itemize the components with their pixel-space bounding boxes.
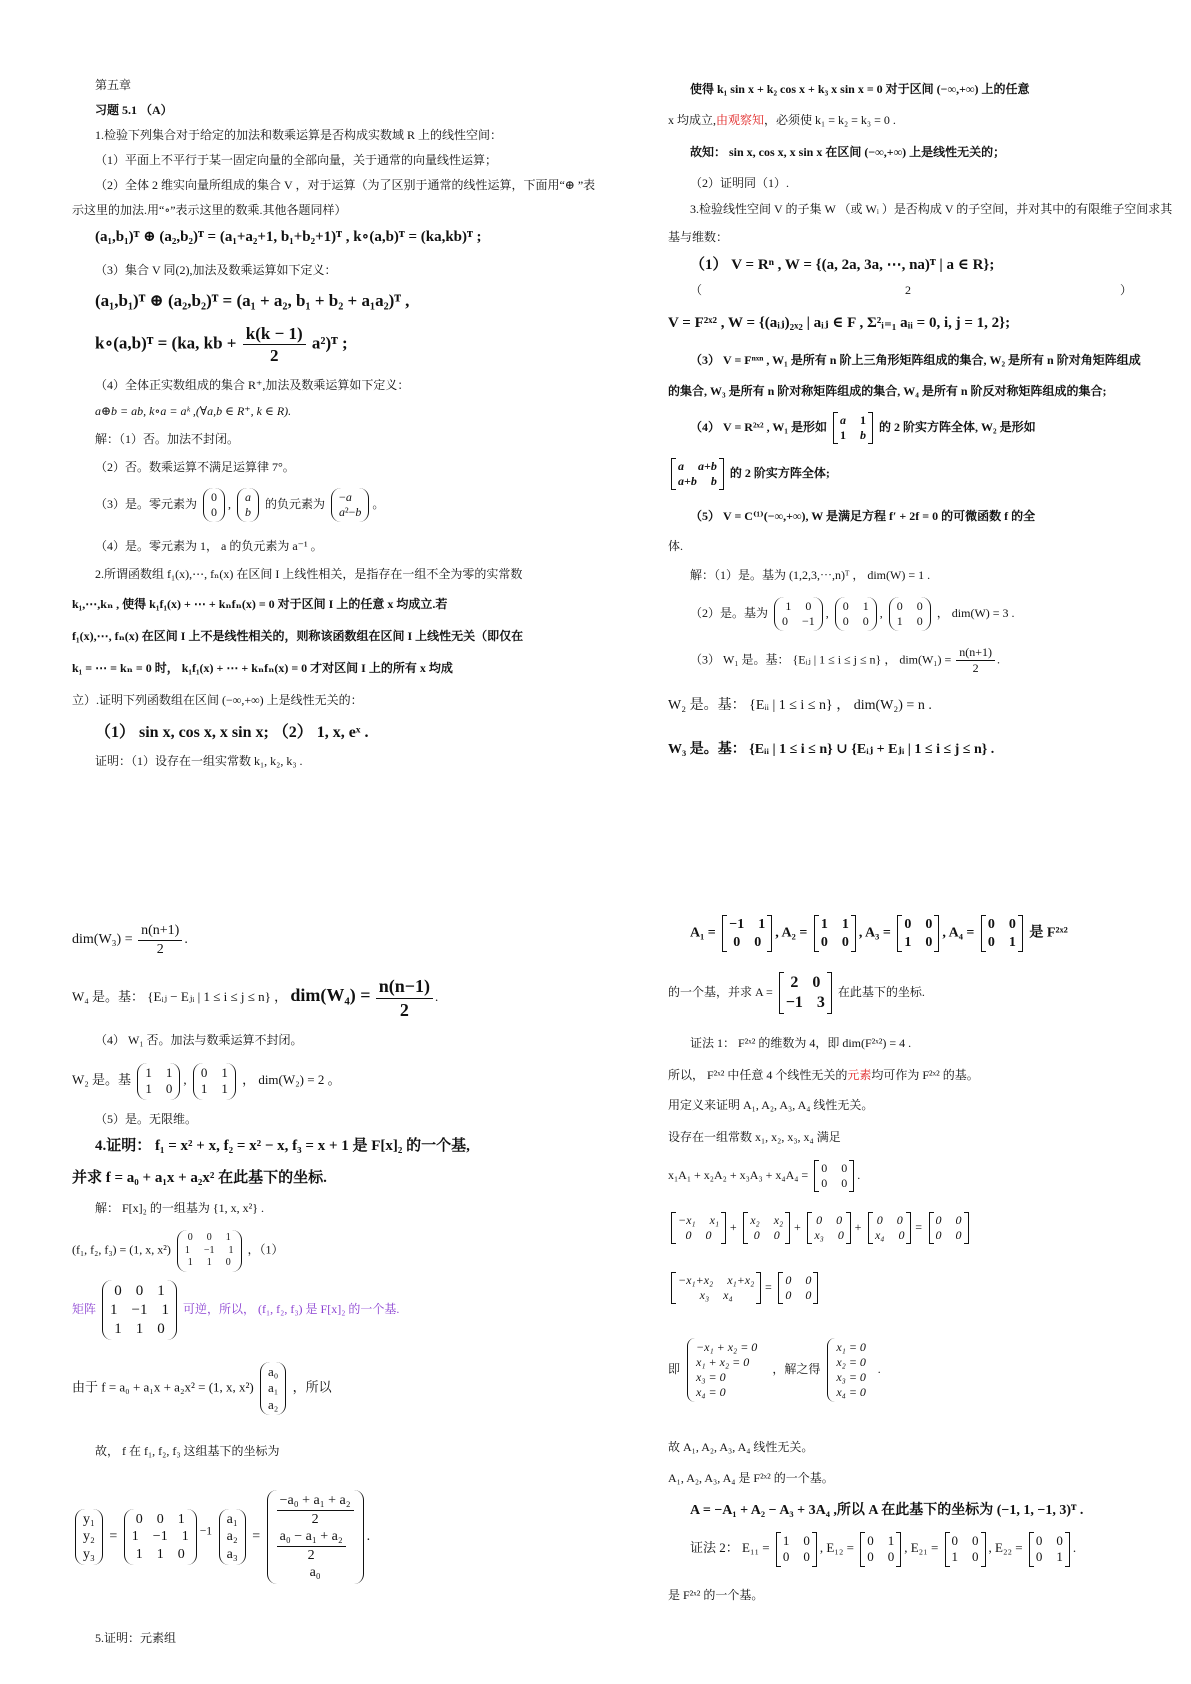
matrix-e22: 0 0 0 1 <box>1029 1532 1070 1567</box>
cell: −1 <box>152 1529 168 1544</box>
br-line11: 故 A₁, A₂, A₃, A₄ 线性无关。 <box>668 1440 814 1454</box>
denominator: 2 <box>269 346 279 366</box>
text: （2）是。基为 <box>690 605 769 620</box>
cell: 0 <box>225 1257 231 1268</box>
cell: y₁ <box>83 1511 95 1527</box>
basis-matrix-1: 1 0 0 −1 <box>774 597 823 631</box>
solution-system <box>827 1338 874 1402</box>
text: W₂ 是。基 <box>72 1072 132 1088</box>
r1-line4: （2）证明同（1）. <box>690 176 790 190</box>
text-purple: (f₁, f₂, f₃) 是 F[x]₂ 的一个基. <box>258 1301 400 1316</box>
r1-line3: 故知： sin x, cos x, x sin x 在区间 (−∞,+∞) 上是线性无关的； <box>690 145 1006 159</box>
text: 由于 f = a₀ + a₁x + a₂x² = (1, x, x²) <box>72 1379 254 1395</box>
cell: 1 <box>156 1546 164 1562</box>
a-vector <box>219 1509 246 1566</box>
bl-line13: 5.证明：元素组 <box>95 1631 177 1645</box>
matrix-a: 2 0 −1 3 <box>779 972 832 1014</box>
cell: 1 <box>181 1529 189 1544</box>
numerator: a₀ − a₁ + a₂ <box>277 1528 346 1547</box>
y-vector <box>75 1509 103 1566</box>
r1-line2 <box>668 113 896 128</box>
text: 的 2 阶实方阵全体; <box>729 465 830 480</box>
exercise-heading: 习题 5.1 （A） <box>95 103 173 117</box>
q2-line4: k₁ = ⋯ = kₙ = 0 时， k₁f₁(x) + ⋯ + kₙfₙ(x) = 0 才对区间 I 上的所有 x 均成 <box>72 661 453 675</box>
cell: 1 <box>114 1320 122 1337</box>
bl-line3: （4） W₁ 否。加法与数乘运算不封闭。 <box>95 1033 303 1047</box>
basis-matrix-2: 0 1 1 1 <box>193 1063 236 1100</box>
matrix-a3: 0 0 1 0 <box>897 915 939 952</box>
cell: 1 <box>225 1232 231 1243</box>
vector-ab: a b <box>237 488 259 522</box>
matrix-a4: 0 0 0 1 <box>981 915 1023 952</box>
zero-matrix: 0 0 0 0 <box>814 1160 854 1192</box>
zero-matrix: 0 0 0 0 <box>929 1212 969 1244</box>
text: (f₁, f₂, f₃) = (1, x, x²) <box>72 1242 171 1257</box>
bl-line12: 故， f 在 f₁, f₂, f₃ 这组基下的坐标为 <box>95 1444 280 1458</box>
q1-item4: （4）全体正实数组成的集合 R⁺,加法及数乘运算如下定义： <box>95 378 410 392</box>
text: ，（1） <box>247 1242 284 1257</box>
highlight-red: 由观察知 <box>716 113 765 127</box>
text: ， dim(W₂) = 2 。 <box>242 1072 341 1088</box>
text: （4） V = R²ˣ² , W₁ 是形如 <box>690 419 827 434</box>
coordinate-result: y₁ y₂ y₃ = 0 0 1 1 −1 1 1 1 0 $^{-1}$ a₁ a₂ a₃ = $\frac{\text{−a₀ + a₁ + a₂}}{2}$ $\frac{\text{a₀ − a₁ + a₂}}{2}$ a₀ . <box>72 1490 370 1584</box>
matrix: 0 0 x₄ 0 <box>868 1212 912 1244</box>
text: 的 2 阶实方阵全体, W₂ 是形如 <box>878 419 1036 434</box>
fraction <box>277 1528 346 1564</box>
cell: 1 <box>157 1283 165 1299</box>
bl-line7: 并求 f = a₀ + a₁x + a₂x² 在此基下的坐标. <box>72 1170 327 1186</box>
text: ，解之得 <box>772 1361 821 1376</box>
r1-line14: （5） V = C⁽¹⁾(−∞,+∞), W 是满足方程 f′ + 2f = 0 的可微函数 f 的全 <box>690 509 1036 523</box>
q2-line2: k₁,⋯,kₙ , 使得 k₁f₁(x) + ⋯ + kₙfₙ(x) = 0 对于区间 I 上的任意 x 均成立.若 <box>72 597 448 611</box>
q2-line1: 2.所谓函数组 f₁(x),⋯, fₙ(x) 在区间 I 上线性相关，是指存在一组不全为零的实常数 <box>95 567 523 581</box>
dim-w4: dim(W₄) = <box>290 984 371 1005</box>
r1-line15: 体. <box>668 539 684 553</box>
equation: x₃ = 0 <box>696 1370 726 1384</box>
label: E₁₁ = <box>742 1540 770 1556</box>
negative-vector: −a a²−b <box>331 488 369 522</box>
q1-sol1: 解：（1）否。加法不封闭。 <box>95 432 240 446</box>
cell: a₁ <box>268 1380 279 1396</box>
cell: 1 <box>161 1301 169 1318</box>
cell: a₀ <box>268 1364 279 1379</box>
equation: x₃ = 0 <box>836 1370 866 1384</box>
q2-line3: f₁(x),⋯, fₙ(x) 在区间 I 上不是线性相关的，则称该函数组在区间 I 上线性无关（即仅在 <box>72 629 524 643</box>
equation-system <box>687 1338 765 1402</box>
text: 均可作为 F²ˣ² 的基。 <box>871 1068 979 1082</box>
cell: −1 <box>131 1301 148 1318</box>
fraction <box>376 975 433 1021</box>
br-line14: 证法 2： E₁₁ = 1 0 0 0 , E₁₂ = 0 1 0 0 , E₂₁ = 0 0 1 0 , E₂₂ = 0 0 0 1 . <box>690 1532 1076 1567</box>
text: （3）是。零元素为 <box>95 496 198 511</box>
fraction <box>138 922 182 958</box>
cell: 0 <box>206 1232 212 1243</box>
zero-vector: 0 0 <box>203 488 225 522</box>
matrix-a2: 1 1 0 0 <box>814 915 856 952</box>
equation: x₂ = 0 <box>836 1355 866 1369</box>
basis-matrix-3: 0 0 1 0 <box>889 597 931 631</box>
br-line3: 证法 1： F²ˣ² 的维数为 4，即 dim(F²ˣ²) = 4 . <box>690 1036 912 1050</box>
br-line15: 是 F²ˣ² 的一个基。 <box>668 1588 764 1602</box>
cell: 1 <box>184 1244 190 1256</box>
br-line10: 即 −x₁ + x₂ = 0 x₁ + x₂ = 0 x₃ = 0 x₄ = 0 ，解之得 x₁ = 0 x₂ = 0 x₃ = 0 x₄ = 0 . <box>668 1338 881 1402</box>
r1-line5: 3.检验线性空间 V 的子集 W （或 Wᵢ ）是否构成 V 的子空间，并对其中的有限维子空间求其 <box>690 202 1173 216</box>
br-line7: x₁A₁ + x₂A₂ + x₃A₃ + x₄A₄ = 0 0 0 0 . <box>668 1161 861 1190</box>
cell: 1 <box>135 1546 143 1562</box>
cell: y₃ <box>83 1546 95 1562</box>
fraction <box>243 323 306 367</box>
bl-line4: W₂ 是。基 1 1 1 0 , 0 1 1 1 ， dim(W₂) = 2 。 <box>72 1063 341 1100</box>
cell: 1 <box>177 1511 185 1527</box>
text: 是 F²ˣ² <box>1029 925 1068 941</box>
numerator: −a₀ + a₁ + a₂ <box>277 1492 354 1511</box>
cell: 0 <box>114 1283 122 1299</box>
bl-line1: dim(W₃) = $\frac{n(n+1)}{2}$ . <box>72 923 188 957</box>
br-line12: A₁, A₂, A₃, A₄ 是 F²ˣ² 的一个基。 <box>668 1471 834 1485</box>
page-title: 第五章 <box>95 78 132 92</box>
label: A₂ = <box>781 925 808 941</box>
matrix-w1: a 1 1 b <box>833 412 873 444</box>
q1-sol3: （3）是。零元素为 0 0 , a b 的负元素为 −a a²−b 。 <box>95 488 384 522</box>
r1-line1: 使得 k₁ sin x + k₂ cos x + k₃ x sin x = 0 对于区间 (−∞,+∞) 上的任意 <box>690 82 1030 96</box>
text: 的一个基，并求 A = <box>668 984 773 999</box>
text: x 均成立, <box>668 113 717 127</box>
denominator: 2 <box>311 1511 319 1527</box>
bl-line2: W₄ 是。基： {Eᵢⱼ − Eⱼᵢ | 1 ≤ i ≤ j ≤ n} ， dim(W₄) = $\frac{n(n-1)}{2}$ . <box>72 976 439 1020</box>
cell: 0 <box>135 1511 143 1527</box>
numerator: n(n−1) <box>376 975 433 999</box>
label: E₂₁ = <box>910 1540 939 1556</box>
matrix-e21: 0 0 1 0 <box>945 1532 986 1567</box>
text: 的负元素为 <box>265 496 326 511</box>
br-line5: 用定义来证明 A₁, A₂, A₃, A₄ 线性无关。 <box>668 1098 874 1112</box>
label: A₁ = <box>690 925 716 941</box>
bl-line8: 解： F[x]₂ 的一组基为 {1, x, x²} . <box>95 1201 264 1215</box>
equation: x₁ + x₂ = 0 <box>696 1355 750 1369</box>
bl-line11 <box>72 1362 332 1415</box>
r1-line8-open: （ <box>690 283 703 297</box>
br-line8: −x₁ x₁ 0 0 + x₂ x₂ 0 0 + 0 0 x₃ 0 + 0 0 x₄ 0 = 0 0 0 0 <box>668 1212 972 1244</box>
cell: a₃ <box>226 1546 238 1562</box>
cell: 1 <box>131 1529 139 1544</box>
r1-line8-close: ） <box>1120 283 1133 297</box>
r1-line9: V = F²ˣ² , W = {(aᵢⱼ)₂ₓ₂ | aᵢⱼ ∈ F , Σ²ᵢ₌₁ aᵢᵢ = 0, i, j = 1, 2}; <box>668 315 1011 331</box>
r1-line11: 的集合, W₃ 是所有 n 阶对称矩阵组成的集合, W₄ 是所有 n 阶反对称矩阵组成的集合; <box>668 384 1107 398</box>
bl-line10 <box>72 1280 399 1340</box>
q1-item2-line1: （2）全体 2 维实向量所组成的集合 V ，对于运算（为了区别于通常的线性运算，下面用“⊕ ”表 <box>95 178 596 192</box>
formula-part: a²)ᵀ ; <box>311 333 348 353</box>
cell: 0 <box>187 1232 193 1243</box>
fraction <box>277 1492 354 1528</box>
q1-item2-line2: 示这里的加法.用“∘”表示这里的数乘.其他各题同样） <box>72 203 347 217</box>
matrix: x₂ x₂ 0 0 <box>743 1212 790 1244</box>
matrix: 0 0 x₃ 0 <box>807 1212 851 1244</box>
matrix: −x₁+x₂ x₁+x₂ x₃ x₄ <box>671 1272 761 1304</box>
cell: a₀ <box>309 1565 321 1580</box>
q1-item3-formula2 <box>95 323 348 367</box>
cell: 0 <box>156 1511 164 1527</box>
q1-item3: （3）集合 V 同(2),加法及数乘运算如下定义： <box>95 263 337 277</box>
q1-sol2: （2）否。数乘运算不满足运算律 7°。 <box>95 460 295 474</box>
q1-item2-formula: (a₁,b₁)ᵀ ⊕ (a₂,b₂)ᵀ = (a₁+a₂+1, b₁+b₂+1)ᵀ , k∘(a,b)ᵀ = (ka,kb)ᵀ ; <box>95 229 482 245</box>
fraction <box>956 645 995 676</box>
cell: −1 <box>203 1244 215 1256</box>
zero-matrix: 0 0 0 0 <box>778 1272 818 1304</box>
numerator: k(k − 1) <box>243 323 306 345</box>
transition-matrix <box>177 1230 242 1272</box>
coefficient-vector <box>260 1362 286 1415</box>
equals: = <box>109 1528 118 1544</box>
formula-part: k∘(a,b)ᵀ = (ka, kb + <box>95 333 237 353</box>
r1-line12 <box>690 412 1036 444</box>
matrix-e11: 1 0 0 0 <box>776 1532 817 1567</box>
cell: 0 <box>157 1320 165 1337</box>
matrix: −x₁ x₁ 0 0 <box>671 1212 726 1244</box>
text: x₁A₁ + x₂A₂ + x₃A₃ + x₄A₄ = <box>668 1167 809 1182</box>
equation: −x₁ + x₂ = 0 <box>696 1340 758 1354</box>
label: E₂₂ = <box>995 1540 1023 1556</box>
br-line6: 设存在一组常数 x₁, x₂, x₃, x₄ 满足 <box>668 1130 841 1144</box>
matrix-a1: −1 1 0 0 <box>722 915 772 952</box>
cell: 1 <box>187 1257 193 1268</box>
bl-line5: （5）是。无限维。 <box>95 1112 198 1126</box>
q1-item1: （1）平面上不平行于某一固定向量的全部向量，关于通常的向量线性运算； <box>95 153 498 167</box>
numerator: n(n+1) <box>138 922 182 941</box>
r1-line6: 基与维数： <box>668 230 729 244</box>
bl-line9 <box>72 1230 284 1272</box>
denominator: 2 <box>307 1547 315 1563</box>
r1-line13 <box>668 458 830 490</box>
cell: a₂ <box>226 1529 238 1544</box>
denominator: 2 <box>399 999 409 1020</box>
equals: = <box>252 1528 261 1544</box>
q2-line7: 证明：（1）设存在一组实常数 k₁, k₂, k₃ . <box>95 754 303 768</box>
q1-intro: 1.检验下列集合对于给定的加法和数乘运算是否构成实数域 R 上的线性空间： <box>95 128 503 142</box>
denominator: 2 <box>972 661 979 675</box>
matrix-w2: a a+b a+b b <box>671 458 724 490</box>
equation: x₄ = 0 <box>836 1385 866 1399</box>
cell: 0 <box>135 1283 144 1299</box>
denominator: 2 <box>156 941 164 957</box>
r1-sol3: （3） W₁ 是。基： {Eᵢⱼ | 1 ≤ i ≤ j ≤ n} ， dim(W₁) = $\frac{n(n+1)}{2}$ . <box>690 645 1001 675</box>
text: 所以， F²ˣ² 中任意 4 个线性无关的 <box>668 1068 848 1082</box>
cell: 1 <box>110 1301 118 1318</box>
result-vector <box>267 1490 364 1584</box>
label: A₄ = <box>948 925 975 941</box>
r1-sol2: （2）是。基为 1 0 0 −1 , 0 1 0 0 , 0 0 1 0 ， dim(W) = 3 . <box>690 597 1015 631</box>
r1-sol1: 解：（1）是。基为 (1,2,3,⋯,n)ᵀ ， dim(W) = 1 . <box>690 568 931 582</box>
r1-line8-num: 2 <box>905 283 911 297</box>
text: 证法 2： <box>690 1540 739 1556</box>
text-purple: 可逆，所以， <box>182 1301 255 1316</box>
br-line9: −x₁+x₂ x₁+x₂ x₃ x₄ = 0 0 0 0 <box>668 1272 821 1304</box>
inverse-matrix <box>124 1509 197 1566</box>
q2-line5: 立）.证明下列函数组在区间 (−∞,+∞) 上是线性无关的： <box>72 693 363 707</box>
text: 在此基下的坐标. <box>837 984 925 999</box>
numerator: n(n+1) <box>956 645 995 661</box>
text-purple: 矩阵 <box>72 1301 97 1316</box>
q1-item3-formula1: (a₁,b₁)ᵀ ⊕ (a₂,b₂)ᵀ = (a₁ + a₂, b₁ + b₂ + a₁a₂)ᵀ , <box>95 291 410 310</box>
q2-line6: （1） sin x, cos x, x sin x; （2） 1, x, eˣ . <box>95 724 369 741</box>
text: ，所以 <box>292 1379 332 1395</box>
br-line13: A = −A₁ + A₂ − A₃ + 3A₄ ,所以 A 在此基下的坐标为 (−1, 1, −1, 3)ᵀ . <box>690 1503 1084 1518</box>
cell: y₂ <box>83 1529 95 1544</box>
cell: 0 <box>177 1546 185 1562</box>
label: E₁₂ = <box>826 1540 854 1556</box>
basis-matrix-1: 1 1 1 0 <box>137 1063 180 1100</box>
highlight-red: 元素 <box>847 1068 872 1082</box>
r1-line7: （1） V = Rⁿ , W = {(a, 2a, 3a, ⋯, na)ᵀ | a ∈ R}; <box>690 257 995 273</box>
cell: a₁ <box>226 1511 238 1527</box>
bl-line6: 4.证明： f₁ = x² + x, f₂ = x² − x, f₃ = x + 1 是 F[x]₂ 的一个基, <box>95 1138 470 1154</box>
superscript: −1 <box>199 1524 213 1538</box>
equation: x₁ = 0 <box>836 1340 866 1354</box>
cell: 1 <box>206 1257 212 1268</box>
cell: 1 <box>228 1244 234 1256</box>
text: ， dim(W) = 3 . <box>936 605 1015 620</box>
matrix-large <box>102 1280 177 1340</box>
br-line4 <box>668 1068 979 1083</box>
cell: a₂ <box>268 1396 279 1412</box>
r1-sol4: W₂ 是。基： {Eᵢᵢ | 1 ≤ i ≤ n} ， dim(W₂) = n . <box>668 698 932 713</box>
matrix-e12: 0 1 0 0 <box>860 1532 901 1567</box>
br-line2 <box>668 972 925 1014</box>
cell: 1 <box>135 1320 144 1337</box>
equation: x₄ = 0 <box>696 1385 726 1399</box>
basis-matrix-2: 0 1 0 0 <box>835 597 877 631</box>
label: A₃ = <box>865 925 891 941</box>
text: 即 <box>668 1361 681 1376</box>
q1-sol4: （4）是。零元素为 1， a 的负元素为 a⁻¹ 。 <box>95 539 323 553</box>
text: dim(W₃) = <box>72 932 133 948</box>
r1-line10: （3） V = Fⁿˣⁿ , W₁ 是所有 n 阶上三角形矩阵组成的集合, W₂ 是所有 n 阶对角矩阵组成 <box>690 353 1141 367</box>
q1-item4-formula: a⊕b = ab, k∘a = aᵏ ,(∀a,b ∈ R⁺, k ∈ R). <box>95 404 292 418</box>
text: （3） W₁ 是。基： {Eᵢⱼ | 1 ≤ i ≤ j ≤ n} ， dim(W₁) = <box>690 652 952 667</box>
text: ，必须使 k₁ = k₂ = k₃ = 0 . <box>764 113 896 127</box>
br-line1: A₁ = −1 1 0 0 , A₂ = 1 1 0 0 , A₃ = 0 0 1 0 , A₄ = 0 0 0 1 是 F²ˣ² <box>690 915 1068 952</box>
text: W₄ 是。基： {Eᵢⱼ − Eⱼᵢ | 1 ≤ i ≤ j ≤ n} ， <box>72 988 288 1004</box>
r1-sol5: W₃ 是。基： {Eᵢᵢ | 1 ≤ i ≤ n} ∪ {Eᵢⱼ + Eⱼᵢ | 1 ≤ i ≤ j ≤ n} . <box>668 742 995 757</box>
